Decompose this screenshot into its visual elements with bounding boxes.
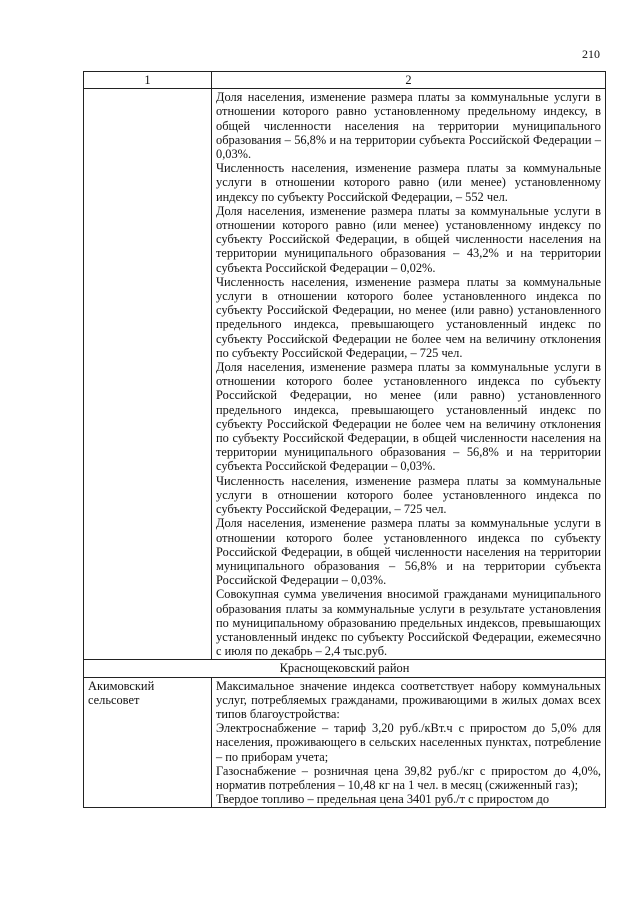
paragraph: Совокупная сумма увеличения вносимой гражданами муниципального образования платы за коммунальные услуги в результате установления по муниципальному образованию предельных индексов, превышающих установленный индекс по субъекту Российской Федерации, ежемесячно с июля по декабрь – 2,4 тыс.руб. bbox=[216, 587, 601, 659]
paragraph: Газоснабжение – розничная цена 39,82 руб./кг с приростом до 4,0%, норматив потребления – 10,48 кг на 1 чел. в месяц (сжиженный газ); bbox=[216, 763, 601, 792]
district-row bbox=[84, 660, 606, 677]
document-table bbox=[83, 71, 606, 808]
row-label-empty bbox=[84, 89, 212, 660]
paragraph: Электроснабжение – тариф 3,20 руб./кВт.ч с приростом до 5,0% для населения, проживающего в сельских населенных пунктах, потребление – по приборам учета; bbox=[216, 721, 601, 764]
district-name: Краснощековский район bbox=[84, 660, 606, 677]
paragraph: Доля населения, изменение размера платы за коммунальные услуги в отношении которого равно установленному предельному индексу, в общей численности населения на территории муниципального образования – 56,8% и на территории субъекта Российской Федерации – 0,03%. bbox=[216, 90, 601, 162]
municipality-type-line: сельсовет bbox=[88, 692, 140, 707]
paragraph: Доля населения, изменение размера платы за коммунальные услуги в отношении которого равно (или менее) установленному индексу по субъекту Российской Федерации, в общей численности населения на территории муниципального образования – 43,2% и на территории субъекта Российской Федерации – 0,02%. bbox=[216, 203, 601, 275]
paragraph: Твердое топливо – предельная цена 3401 руб./т с приростом до bbox=[216, 792, 550, 807]
municipality-name-cell bbox=[84, 677, 212, 808]
column-header-2: 2 bbox=[212, 72, 606, 89]
column-header-1: 1 bbox=[84, 72, 212, 89]
paragraph: Численность населения, изменение размера платы за коммунальные услуги в отношении которого более установленного индекса по субъекту Российской Федерации, но менее (или равно) установленного предельного индекса, превышающего установленный индекс по субъекту Российской Федерации не более чем на величину отклонения по субъекту Российской Федерации, – 725 чел. bbox=[216, 274, 601, 360]
paragraph: Численность населения, изменение размера платы за коммунальные услуги в отношении которого более установленного индекса по субъекту Российской Федерации, – 725 чел. bbox=[216, 473, 601, 517]
page-number: 210 bbox=[582, 47, 600, 61]
table-row bbox=[84, 89, 606, 660]
paragraph: Доля населения, изменение размера платы за коммунальные услуги в отношении которого более установленного индекса по субъекту Российской Федерации, в общей численности населения на территории муниципального образования – 56,8% и на территории субъекта Российской Федерации – 0,03%. bbox=[216, 516, 601, 588]
municipality-name-line: Акимовский bbox=[88, 678, 155, 693]
paragraph: Численность населения, изменение размера платы за коммунальные услуги в отношении которого равно (или менее) установленному индексу по субъекту Российской Федерации, – 552 чел. bbox=[216, 161, 601, 204]
paragraph: Максимальное значение индекса соответствует набору коммунальных услуг, потребляемых гражданами, проживающими в жилых домах всех типов благоустройства: bbox=[216, 678, 601, 721]
table-header-row bbox=[84, 72, 606, 89]
indicators-text-cell bbox=[212, 89, 606, 660]
paragraph: Доля населения, изменение размера платы за коммунальные услуги в отношении которого более установленного индекса по субъекту Российской Федерации, но менее (или равно) установленного предельного индекса, превышающего установленный индекс по субъекту Российской Федерации не более чем на величину отклонения по субъекту Российской Федерации, в общей численности населения на территории муниципального образования – 56,8% и на территории субъекта Российской Федерации – 0,03%. bbox=[216, 360, 601, 474]
index-description-cell bbox=[212, 677, 606, 808]
table-row bbox=[84, 677, 606, 808]
